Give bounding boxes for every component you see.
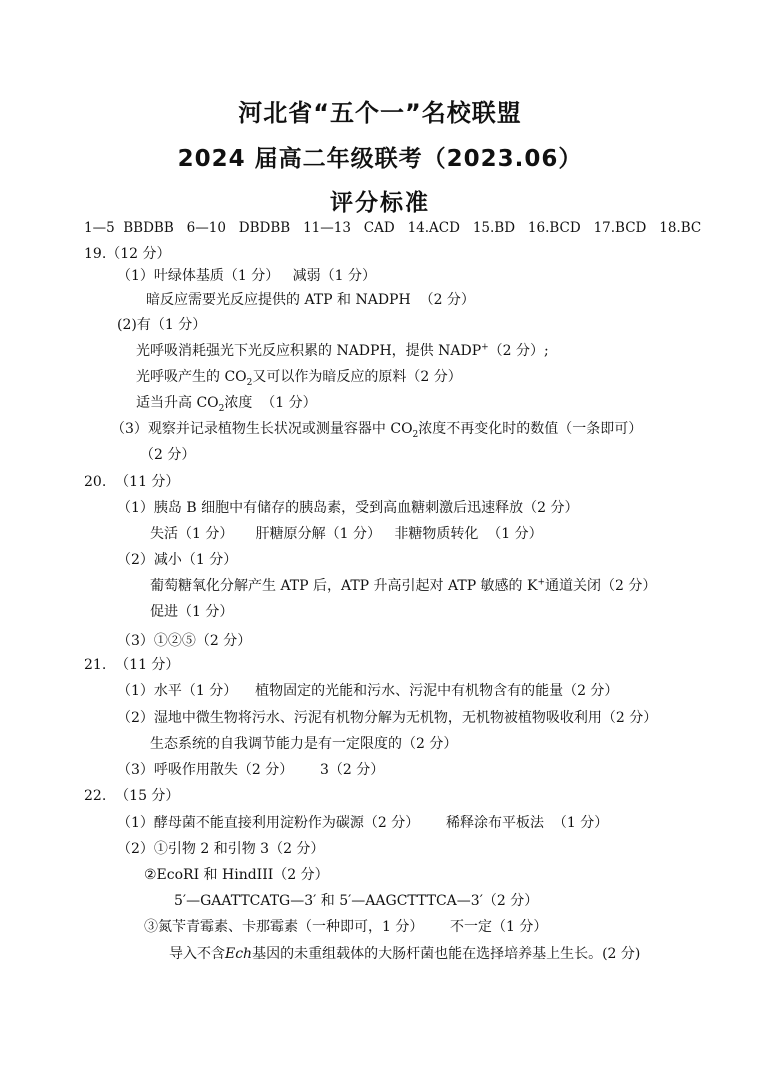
q20-answer-2-reason: 葡萄糖氧化分解产生 ATP 后，ATP 升高引起对 ATP 敏感的 K+通道关闭（2 分） (150, 577, 657, 594)
q20-answer-3: （3）①②⑤（2 分） (117, 633, 252, 649)
q22-heading: 22. （15 分） (84, 788, 180, 804)
q20-answer-2: （2）减小（1 分） (117, 552, 238, 568)
q19-answer-3-score: （2 分） (140, 447, 196, 463)
q22-answer-1: （1）酵母菌不能直接利用淀粉作为碳源（2 分） 稀释涂布平板法 （1 分） (117, 815, 609, 831)
choice-answers: 1—5 BBDBB 6—10 DBDBB 11—13 CAD 14.ACD 15.BD 16.BCD 17.BCD 18.BC (84, 220, 702, 236)
q20-heading: 20. （11 分） (84, 474, 180, 490)
page-subtitle: 2024 届高二年级联考（2023.06） (177, 146, 583, 172)
q21-answer-1: （1）水平（1 分） 植物固定的光能和污水、污泥中有机物含有的能量（2 分） (117, 683, 619, 699)
q19-heading: 19.（12 分） (84, 246, 171, 262)
q22-answer-2-3: ③氮苄青霉素、卡那霉素（一种即可，1 分） 不一定（1 分） (144, 919, 548, 935)
q19-answer-1: （1）叶绿体基质（1 分） 减弱（1 分） (117, 268, 376, 284)
q22-answer-2-2: ②EcoRI 和 HindIII（2 分） (144, 867, 329, 883)
page-title: 河北省“五个一”名校联盟 (238, 99, 522, 127)
section-heading: 评分标准 (330, 190, 430, 216)
q21-answer-2: （2）湿地中微生物将污水、污泥有机物分解为无机物，无机物被植物吸收利用（2 分） (117, 710, 658, 726)
q19-answer-1-reason: 暗反应需要光反应提供的 ATP 和 NADPH （2 分） (146, 292, 475, 308)
q19-answer-2-reason-b: 光呼吸产生的 $CO_2$又可以作为暗反应的原料（2 分） (136, 369, 462, 388)
q22-answer-2-2-seq: 5′—GAATTCATG—3′ 和 5′—AAGCTTTCA—3′（2 分） (174, 893, 539, 909)
q20-answer-2-b: 促进（1 分） (150, 604, 234, 620)
q19-answer-2: (2)有（1 分） (117, 317, 207, 333)
q21-answer-2-b: 生态系统的自我调节能力是有一定限度的（2 分） (150, 736, 458, 752)
q22-answer-2-3-reason: 导入不含Ech基因的未重组载体的大肠杆菌也能在选择培养基上生长。(2 分) (169, 946, 641, 962)
q19-answer-2-reason-a: 光呼吸消耗强光下光反应积累的 NADPH，提供 NADP+（2 分）; (136, 342, 549, 359)
q19-answer-3: （3）观察并记录植物生长状况或测量容器中 $CO_2$浓度不再变化时的数值（一条即可） (111, 421, 643, 440)
q19-answer-2-measure: 适当升高 $CO_2$浓度 （1 分） (136, 395, 317, 414)
q21-heading: 21. （11 分） (84, 657, 180, 673)
q22-answer-2-1: （2）①引物 2 和引物 3（2 分） (117, 841, 325, 857)
q21-answer-3: （3）呼吸作用散失（2 分） 3（2 分） (117, 762, 385, 778)
q20-answer-1: （1）胰岛 B 细胞中有储存的胰岛素，受到高血糖刺激后迅速释放（2 分） (117, 500, 579, 516)
q20-answer-1-b: 失活（1 分） 肝糖原分解（1 分） 非糖物质转化 （1 分） (150, 526, 543, 542)
